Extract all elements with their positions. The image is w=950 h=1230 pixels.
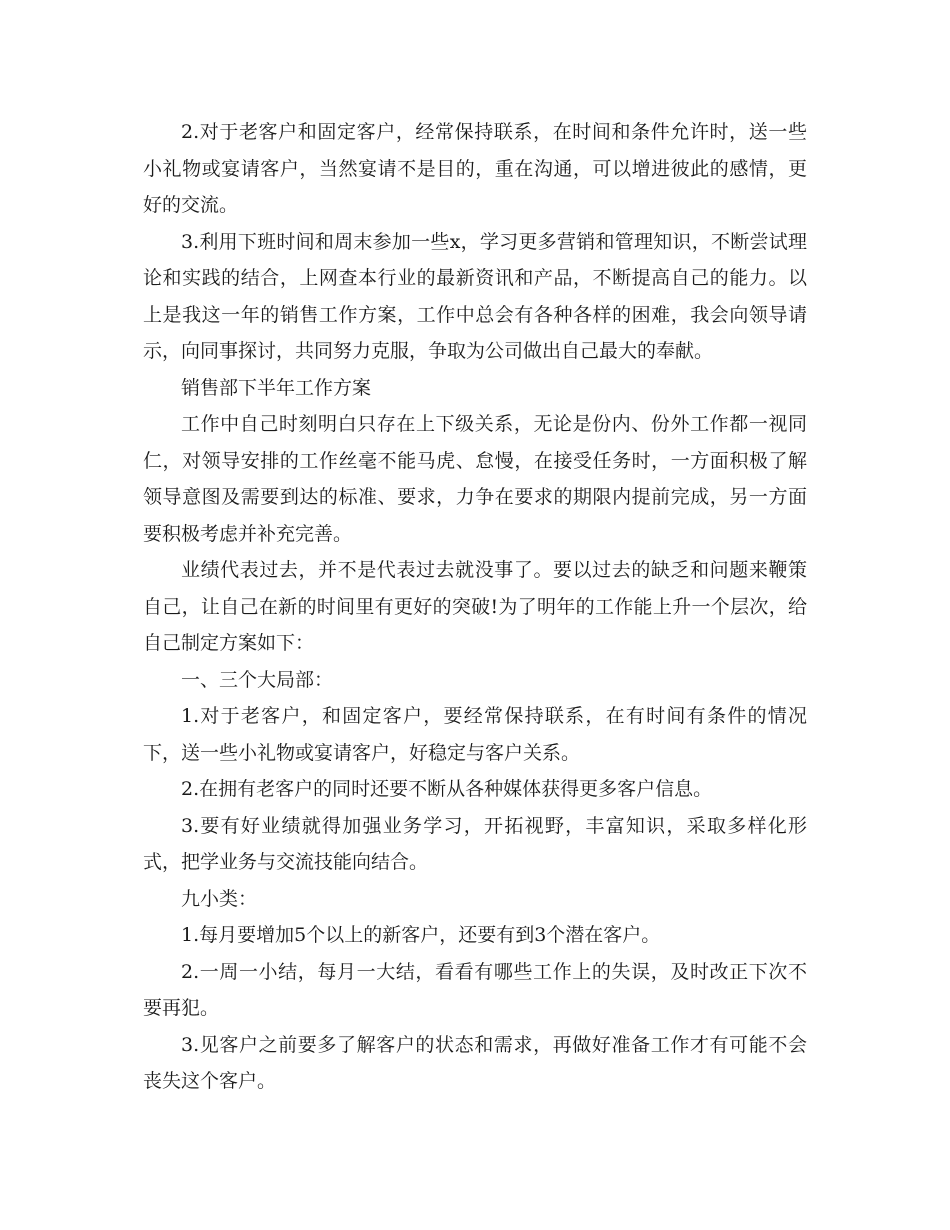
paragraph-1: 2.对于老客户和固定客户，经常保持联系，在时间和条件允许时，送一些小礼物或宴请客户，当然宴请不是目的，重在沟通，可以增进彼此的感情，更好的交流。 xyxy=(143,121,807,216)
list-item: 1.对于老客户，和固定客户，要经常保持联系，在有时间有条件的情况下，送一些小礼物或宴请客户，好稳定与客户关系。 xyxy=(143,705,807,764)
subheading-three-parts: 一、三个大局部： xyxy=(181,668,334,691)
subheading-nine-categories: 九小类： xyxy=(181,887,258,910)
document-body xyxy=(143,114,807,1100)
list-item: 3.要有好业绩就得加强业务学习，开拓视野，丰富知识，采取多样化形式，把学业务与交流技能向结合。 xyxy=(143,814,807,873)
list-item: 2.一周一小结，每月一大结，看看有哪些工作上的失误，及时改正下次不要再犯。 xyxy=(143,960,807,1019)
list-item: 1.每月要增加5个以上的新客户，还要有到3个潜在客户。 xyxy=(181,924,661,946)
paragraph-2: 3.利用下班时间和周末参加一些x，学习更多营销和管理知识，不断尝试理论和实践的结合，上网查本行业的最新资讯和产品，不断提高自己的能力。以上是我这一年的销售工作方案，工作中总会有各种各样的困难，我会向领导请示，向同事探讨，共同努力克服，争取为公司做出自己最大的奉献。 xyxy=(143,230,807,362)
list-item: 3.见客户之前要多了解客户的状态和需求，再做好准备工作才有可能不会丧失这个客户。 xyxy=(143,1033,807,1092)
list-item: 2.在拥有老客户的同时还要不断从各种媒体获得更多客户信息。 xyxy=(181,778,713,800)
paragraph-4: 业绩代表过去，并不是代表过去就没事了。要以过去的缺乏和问题来鞭策自己，让自己在新的时间里有更好的突破!为了明年的工作能上升一个层次，给自己制定方案如下： xyxy=(143,559,807,654)
section-heading: 销售部下半年工作方案 xyxy=(181,376,372,399)
paragraph-3: 工作中自己时刻明白只存在上下级关系，无论是份内、份外工作都一视同仁，对领导安排的工作丝毫不能马虎、怠慢，在接受任务时，一方面积极了解领导意图及需要到达的标准、要求，力争在要求的期限内提前完成，另一方面要积极考虑并补充完善。 xyxy=(143,413,807,545)
